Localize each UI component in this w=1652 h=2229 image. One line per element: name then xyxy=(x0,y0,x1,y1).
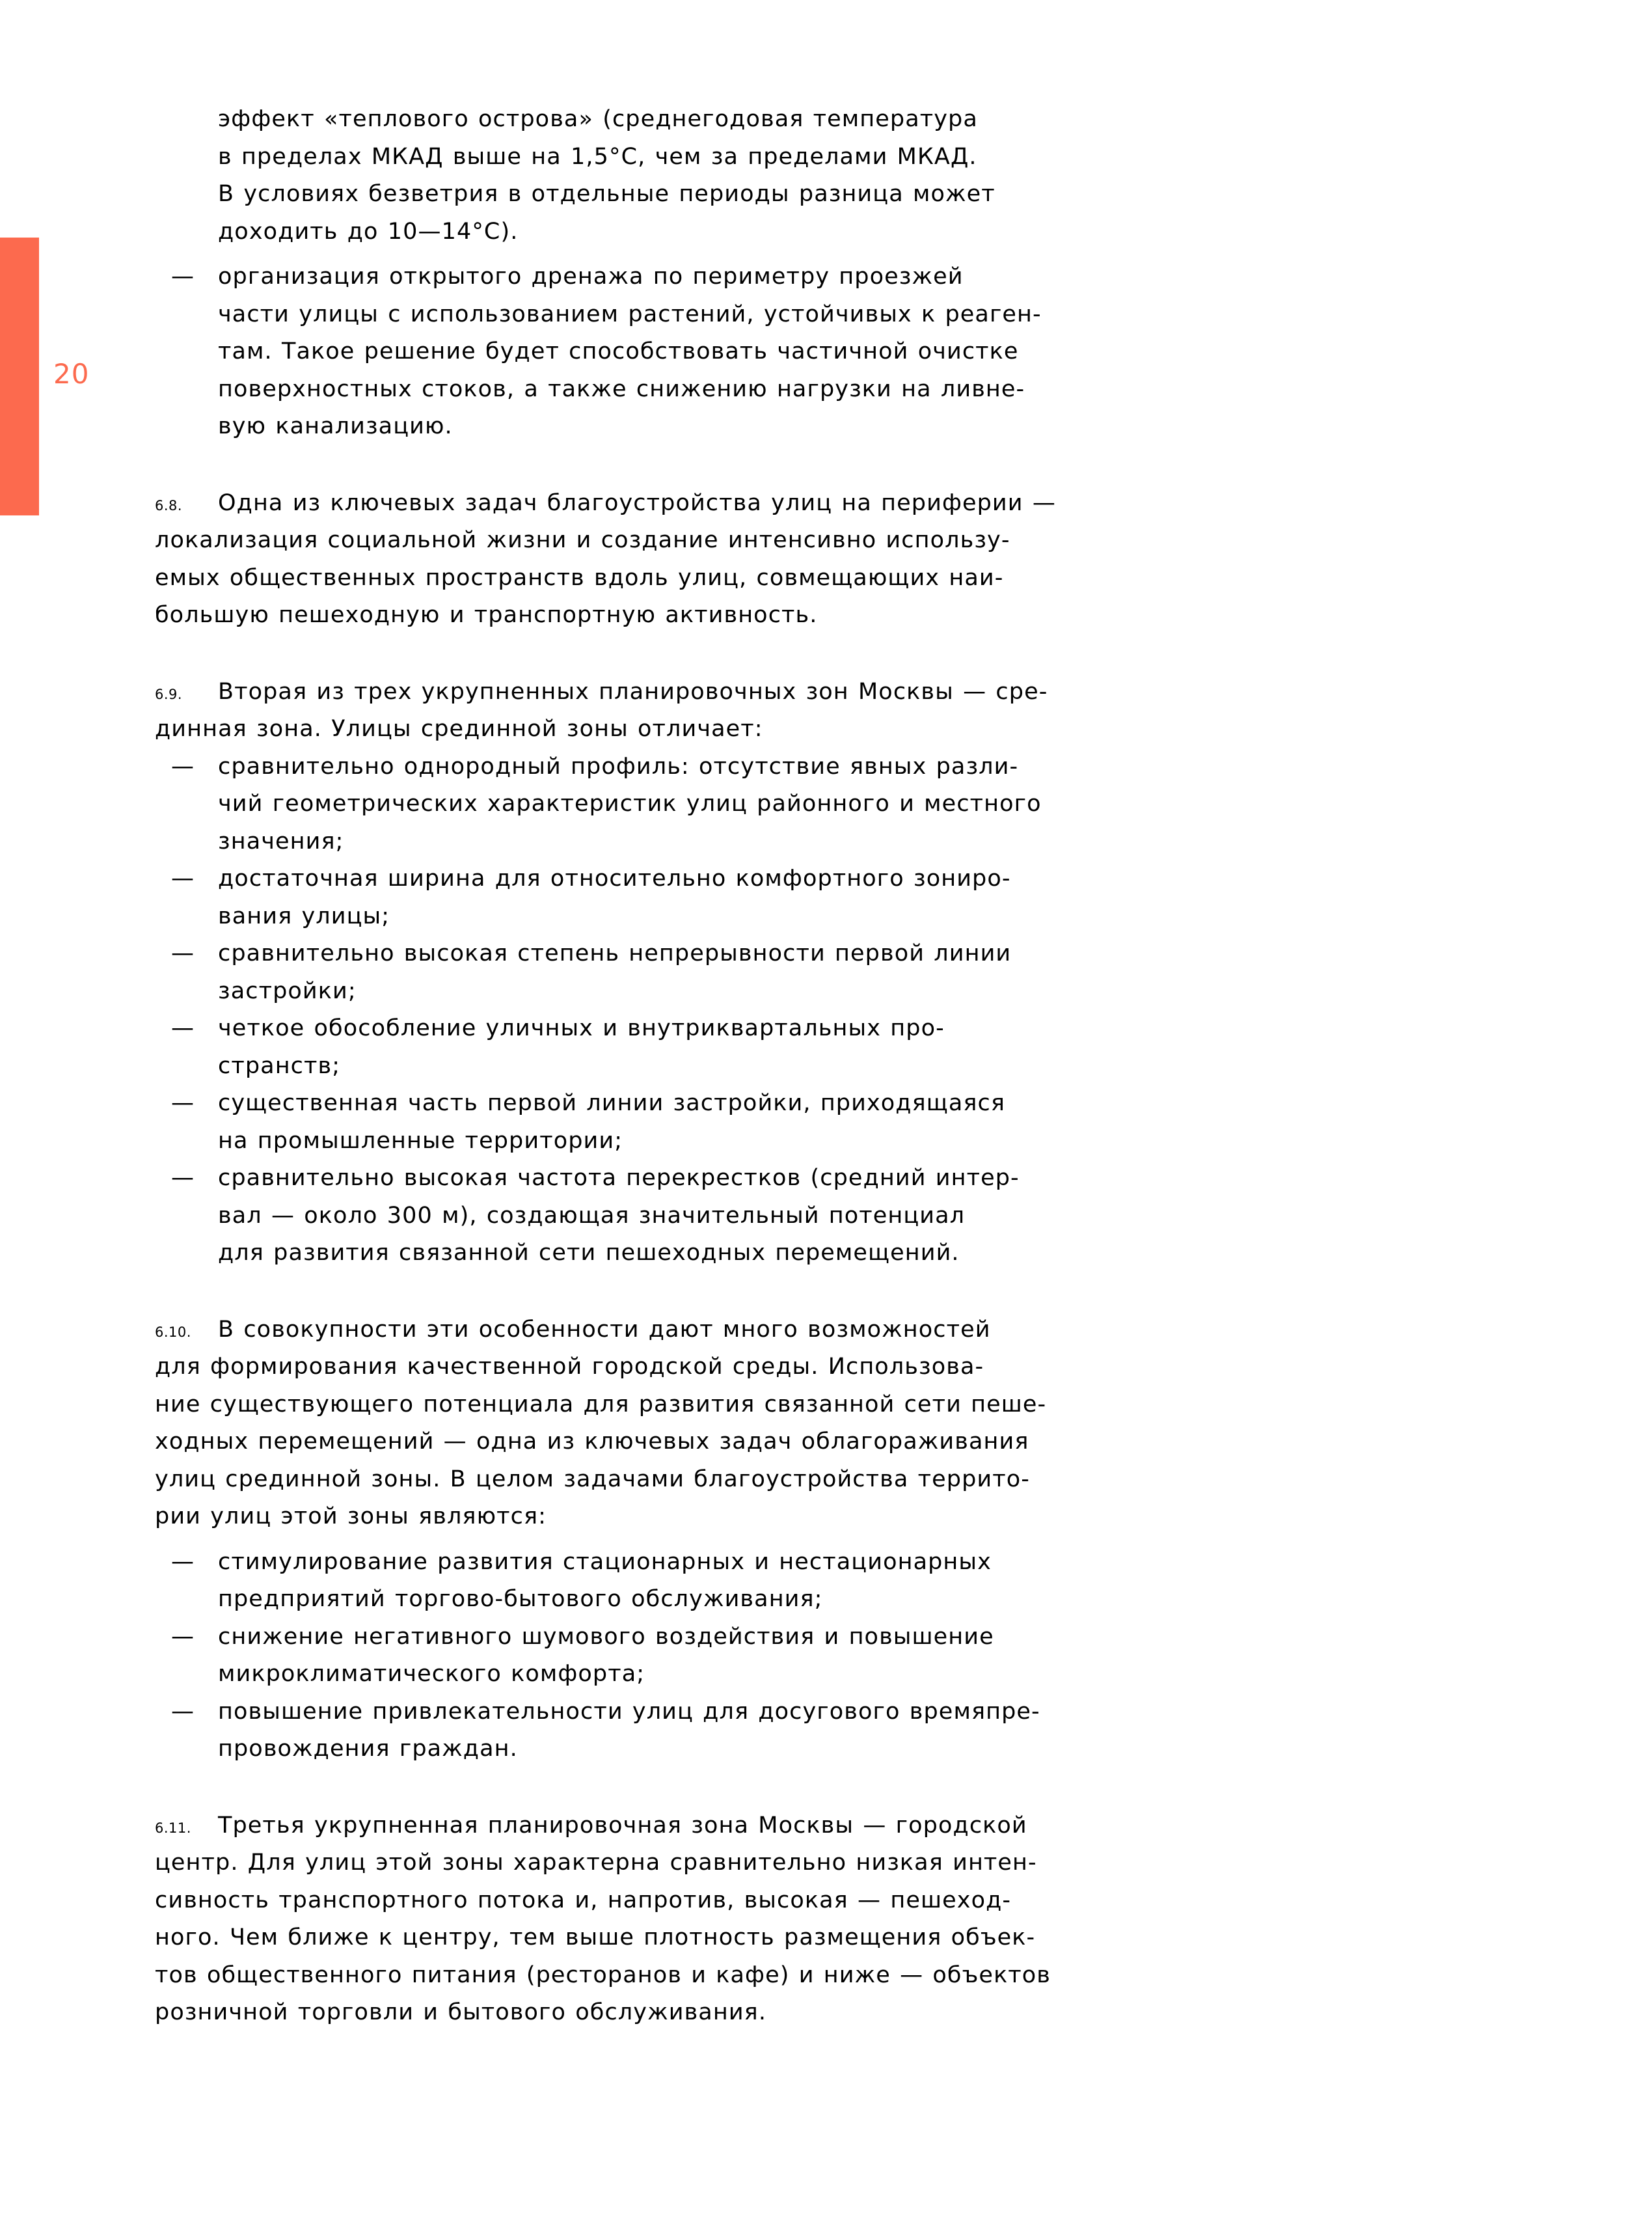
list-dash-icon: — xyxy=(171,264,195,290)
text-line xyxy=(155,597,1196,635)
list-item xyxy=(155,1160,1196,1272)
text-line xyxy=(155,935,1196,973)
list-item xyxy=(155,935,1196,1010)
text-line xyxy=(155,1123,1196,1160)
text-line xyxy=(155,1197,1196,1235)
text-column xyxy=(155,101,1196,2032)
text-line-content: сравнительно однородный профиль: отсутствие явных разли- xyxy=(218,753,1019,780)
list-item xyxy=(155,1693,1196,1768)
section-paragraph xyxy=(155,485,1196,635)
text-line xyxy=(155,748,1196,786)
text-line-content: поверхностных стоков, а также снижению нагрузки на ливне- xyxy=(218,376,1025,402)
section-paragraph xyxy=(155,674,1196,748)
text-line xyxy=(155,101,1196,139)
text-line-content: улиц срединной зоны. В целом задачами благоустройства террито- xyxy=(155,1466,1030,1492)
text-line-content: ного. Чем ближе к центру, тем выше плотность размещения объек- xyxy=(155,1924,1036,1950)
text-line-content: В условиях безветрия в отдельные периоды разница может xyxy=(218,181,995,207)
text-line-content: существенная часть первой линии застройки, приходящаяся xyxy=(218,1090,1006,1116)
text-line-content: чий геометрических характеристик улиц районного и местного xyxy=(218,791,1042,817)
text-line-content: предприятий торгово-бытового обслуживания; xyxy=(218,1586,823,1612)
text-line-content: части улицы с использованием растений, устойчивых к реаген- xyxy=(218,301,1042,327)
text-line xyxy=(155,1693,1196,1731)
text-line xyxy=(155,1386,1196,1424)
list-dash-icon: — xyxy=(171,866,195,892)
page-number: 20 xyxy=(53,358,90,390)
text-line-content: для развития связанной сети пешеходных перемещений. xyxy=(218,1240,960,1266)
text-line xyxy=(155,1311,1196,1349)
text-line-content: значения; xyxy=(218,828,344,855)
text-line-content: сивность транспортного потока и, напротив, высокая — пешеход- xyxy=(155,1887,1012,1913)
text-line xyxy=(155,139,1196,176)
text-line-content: вую канализацию. xyxy=(218,413,453,439)
list-item xyxy=(155,258,1196,446)
text-line-content: локализация социальной жизни и создание интенсивно использу- xyxy=(155,527,1010,553)
text-line-content: на промышленные территории; xyxy=(218,1127,623,1154)
text-line-content: повышение привлекательности улиц для досугового времяпре- xyxy=(218,1698,1040,1725)
text-line xyxy=(155,1461,1196,1499)
text-line-content: организация открытого дренажа по периметру проезжей xyxy=(218,264,964,290)
text-line xyxy=(155,1235,1196,1272)
text-line-content: микроклиматического комфорта; xyxy=(218,1661,645,1687)
text-line xyxy=(155,786,1196,823)
list-dash-icon: — xyxy=(171,1090,195,1116)
text-line-content: четкое обособление уличных и внутриквартальных про- xyxy=(218,1015,945,1041)
text-line xyxy=(155,1085,1196,1123)
text-line xyxy=(155,333,1196,371)
text-line xyxy=(155,258,1196,296)
list-item xyxy=(155,1544,1196,1619)
accent-bar xyxy=(0,238,39,515)
section-number: 6.11. xyxy=(155,1820,191,1836)
text-line-content: застройки; xyxy=(218,978,357,1004)
text-line xyxy=(155,1498,1196,1536)
text-line-content: Третья укрупненная планировочная зона Москвы — городской xyxy=(218,1812,1027,1839)
text-line xyxy=(155,1882,1196,1920)
text-line-content: странств; xyxy=(218,1052,341,1079)
text-line xyxy=(155,1844,1196,1882)
text-line xyxy=(155,1619,1196,1656)
text-line-content: сравнительно высокая частота перекрестков (средний интер- xyxy=(218,1165,1020,1191)
list-dash-icon: — xyxy=(171,1698,195,1725)
text-line-content: динная зона. Улицы срединной зоны отличает: xyxy=(155,716,763,742)
text-line-content: розничной торговли и бытового обслуживания. xyxy=(155,1999,767,2025)
list-dash-icon: — xyxy=(171,1548,195,1575)
text-line xyxy=(155,1160,1196,1197)
list-dash-icon: — xyxy=(171,940,195,966)
text-line xyxy=(155,1919,1196,1957)
text-line-content: снижение негативного шумового воздействия и повышение xyxy=(218,1623,994,1650)
text-line-content: Вторая из трех укрупненных планировочных зон Москвы — сре- xyxy=(218,678,1048,705)
section-number: 6.10. xyxy=(155,1324,191,1340)
text-line xyxy=(155,711,1196,748)
text-line xyxy=(155,823,1196,861)
text-line xyxy=(155,371,1196,409)
text-line-content: стимулирование развития стационарных и нестационарных xyxy=(218,1548,992,1575)
text-line-content: Одна из ключевых задач благоустройства улиц на периферии — xyxy=(218,489,1056,516)
text-line xyxy=(155,560,1196,597)
text-line xyxy=(155,898,1196,936)
text-line xyxy=(155,213,1196,251)
list-dash-icon: — xyxy=(171,1015,195,1041)
list-item xyxy=(155,1085,1196,1160)
text-line-content: для формирования качественной городской среды. Использова- xyxy=(155,1354,984,1380)
text-line-content: сравнительно высокая степень непрерывности первой линии xyxy=(218,940,1012,966)
text-line xyxy=(155,860,1196,898)
text-line xyxy=(155,408,1196,446)
text-line-content: центр. Для улиц этой зоны характерна сравнительно низкая интен- xyxy=(155,1850,1037,1876)
text-line-content: рии улиц этой зоны являются: xyxy=(155,1503,547,1529)
text-line-content: эффект «теплового острова» (среднегодовая температура xyxy=(218,106,978,132)
text-line xyxy=(155,1656,1196,1693)
text-line-content: емых общественных пространств вдоль улиц, совмещающих наи- xyxy=(155,564,1004,591)
list-dash-icon: — xyxy=(171,1165,195,1191)
section-number: 6.8. xyxy=(155,497,183,513)
text-line xyxy=(155,176,1196,213)
section-number: 6.9. xyxy=(155,686,183,702)
section-paragraph xyxy=(155,1807,1196,2032)
text-line-content: в пределах МКАД выше на 1,5°С, чем за пределами МКАД. xyxy=(218,143,977,170)
text-line xyxy=(155,1957,1196,1995)
paragraph-continuation xyxy=(155,101,1196,251)
text-line xyxy=(155,1544,1196,1581)
text-line xyxy=(155,1581,1196,1619)
list-dash-icon: — xyxy=(171,1623,195,1650)
section-paragraph xyxy=(155,1311,1196,1536)
text-line xyxy=(155,973,1196,1011)
list-item xyxy=(155,860,1196,935)
text-line-content: ходных перемещений — одна из ключевых задач облагораживания xyxy=(155,1429,1029,1455)
text-line-content: тов общественного питания (ресторанов и кафе) и ниже — объектов xyxy=(155,1962,1051,1988)
text-line xyxy=(155,674,1196,711)
text-line xyxy=(155,1348,1196,1386)
text-line-content: провождения граждан. xyxy=(218,1736,518,1762)
text-line xyxy=(155,296,1196,334)
text-line-content: там. Такое решение будет способствовать частичной очистке xyxy=(218,338,1019,364)
text-line xyxy=(155,1010,1196,1048)
text-line-content: достаточная ширина для относительно комфортного зониро- xyxy=(218,866,1011,892)
text-line xyxy=(155,485,1196,523)
list-dash-icon: — xyxy=(171,753,195,780)
text-line-content: В совокупности эти особенности дают много возможностей xyxy=(218,1316,991,1343)
text-line xyxy=(155,1807,1196,1845)
list-item xyxy=(155,1010,1196,1085)
list-item xyxy=(155,1619,1196,1693)
text-line-content: вал — около 300 м), создающая значительный потенциал xyxy=(218,1202,966,1229)
text-line-content: большую пешеходную и транспортную активность. xyxy=(155,602,818,628)
text-line xyxy=(155,1730,1196,1768)
text-line xyxy=(155,1048,1196,1086)
text-line xyxy=(155,1423,1196,1461)
text-line-content: вания улицы; xyxy=(218,903,390,929)
text-line-content: доходить до 10—14°С). xyxy=(218,218,519,245)
list-item xyxy=(155,748,1196,861)
text-line xyxy=(155,1994,1196,2032)
text-line xyxy=(155,522,1196,560)
text-line-content: ние существующего потенциала для развития связанной сети пеше- xyxy=(155,1391,1047,1417)
